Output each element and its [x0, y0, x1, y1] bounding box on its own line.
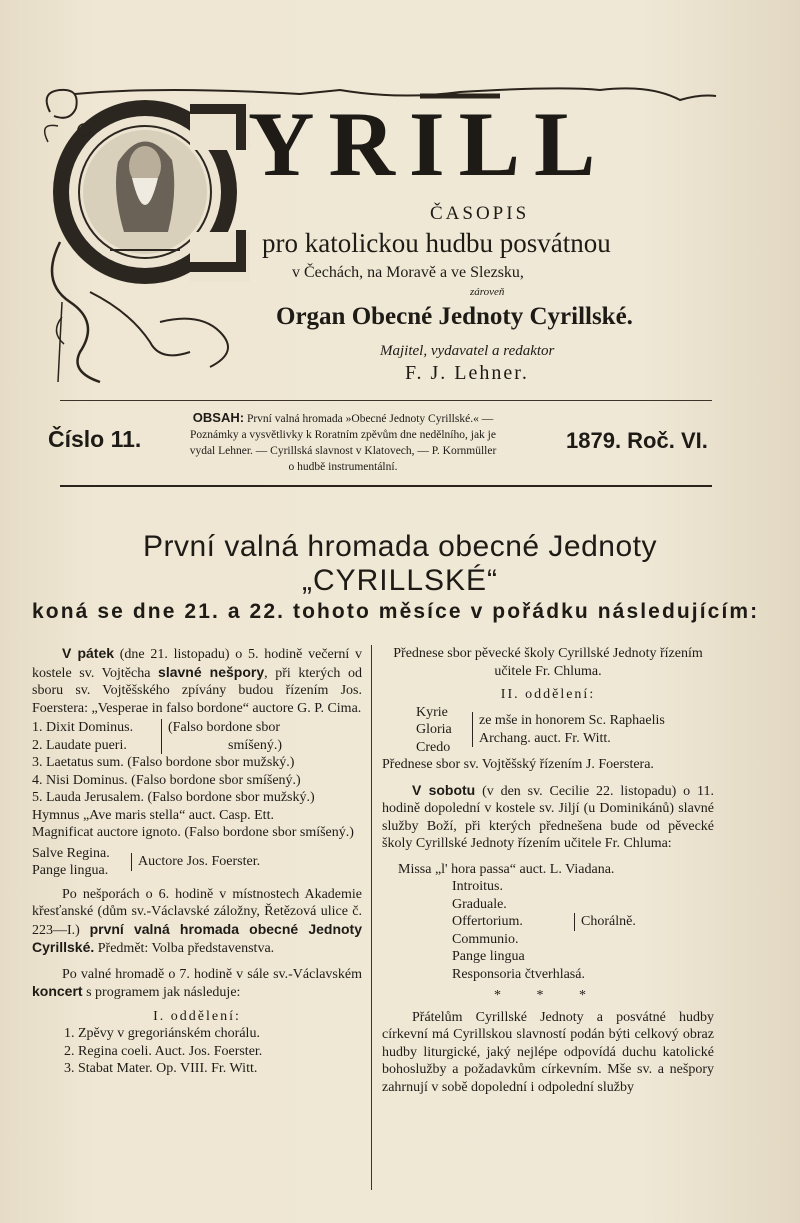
psalm-item-4: 4. Nisi Dominus. (Falso bordone sbor smíšený.) [32, 772, 301, 788]
article-title: První valná hromada obecné Jednoty [143, 530, 657, 563]
masthead-editor: F. J. Lehner. [405, 362, 529, 384]
hymnus-line: Hymnus „Ave maris stella“ auct. Casp. Ett. [32, 807, 274, 823]
masthead-title: YRILL [248, 93, 610, 195]
psalm-note-1: (Falso bordone sbor [168, 720, 280, 735]
psalm-item-1: 1. Dixit Dominus. [32, 720, 134, 735]
issue-year: 1879. Roč. VI. [566, 428, 708, 453]
masthead-organ: Organ Obecné Jednoty Cyrillské. [276, 303, 633, 330]
psalm-group [32, 719, 362, 754]
contents-line-1: První valná hromada »Obecné Jednoty Cyrillské.« — [246, 413, 494, 425]
friday-bold: slavné nešpory [158, 663, 265, 680]
missa-line: Missa „l' hora passa“ auct. L. Viadana. [398, 861, 615, 877]
section-stars: * * * [494, 988, 602, 1003]
concert-item-2: 2. Regina coeli. Auct. Jos. Foerster. [64, 1043, 263, 1059]
masthead-casopis: ČASOPIS [430, 203, 530, 224]
article-subtitle: „CYRILLSKÉ“ [301, 564, 499, 597]
contents-line-2: Poznámky a vysvětlivky k Roratním zpěvům dne nedělního, jak je [190, 429, 496, 441]
issue-number: Číslo 11. [48, 426, 142, 452]
communio-line: Communio. [452, 931, 519, 947]
masthead-owner-line: Majitel, vydavatel a redaktor [380, 343, 555, 359]
saturday-paragraph: V sobotu (v den sv. Cecilie 22. listopadu) o 11. hodině dopolední v kostele sv. Jiljí (u Dominikánů) slavné služby Boží, při kterých přednešena bude od pěvecké školy Cyrillské Jednoty řízením učitele Fr. Chluma: [382, 781, 714, 851]
graduale-line: Graduale. [452, 896, 507, 912]
pange-line: Pange lingua. [32, 863, 109, 878]
choral-note: Chorálně. [574, 913, 636, 931]
salve-note: Auctore Jos. Foerster. [131, 853, 260, 871]
masthead-subtitle: pro katolickou hudbu posvátnou [262, 228, 611, 258]
friday-text-2: , při kterých od sboru sv. Vojtěšského zpívány budou řízením Jos. Foerstera: „Vesperae in falso bordone“ auctore G. P. Cima. [32, 665, 363, 716]
salve-group [32, 845, 362, 880]
masthead-zaroven: zároveň [470, 286, 505, 298]
contents-block [128, 410, 558, 475]
right-column [382, 645, 714, 1096]
psalm-item-3: 3. Laetatus sum. (Falso bordone sbor mužský.) [32, 755, 295, 770]
friday-paragraph [32, 645, 362, 717]
gloria-line: Gloria [416, 722, 452, 737]
responsoria-line: Responsoria čtverhlasá. [452, 966, 585, 982]
section-2-heading: II. oddělení: [500, 687, 596, 702]
concert-paragraph: Po valné hromadě o 7. hodině v sále sv.-Václavském koncert s programem jak následuje: [32, 966, 362, 1000]
contents-line-3: vydal Lehner. — Cyrillská slavnost v Klatovech, — P. Kornmüller [189, 445, 497, 457]
masthead-region: v Čechách, na Moravě a ve Slezsku, [292, 264, 524, 281]
credo-line: Credo [416, 739, 451, 755]
propers-group [382, 878, 714, 966]
divider-top [60, 400, 712, 401]
mass-note: ze mše in honorem Sc. Raphaelis Archang. auct. Fr. Witt. [472, 712, 709, 747]
friday-word: V pátek [62, 645, 115, 661]
left-column [32, 645, 362, 1078]
divider-bottom [60, 485, 712, 487]
section-1-heading: I. oddělení: [153, 1008, 241, 1024]
column-divider [371, 645, 372, 1190]
after-vespers-paragraph: Po nešporách o 6. hodině v místnostech Akademie křesťanské (dům sv.-Václavské záložny, Řetězová ulice č. 223—I.) první valná hromada obecné Jednoty Cyrillské. Předmět: Volba představenstva. [32, 886, 362, 956]
concert-item-1: 1. Zpěvy v gregoriánském chorálu. [64, 1026, 260, 1041]
saint-portrait-icon [83, 130, 207, 254]
pange-lingua-line: Pange lingua [452, 949, 525, 964]
psalm-note-2: smíšený.) [228, 737, 283, 753]
friday-text: (dne 21. listopadu) o 5. hodině večerní v kostele sv. Vojtěcha [32, 647, 362, 681]
contents-label: OBSAH: [192, 410, 245, 425]
concert-item-3: 3. Stabat Mater. Op. VIII. Fr. Witt. [64, 1061, 258, 1076]
introitus-line: Introitus. [452, 879, 503, 894]
magnificat-line: Magnificat auctore ignoto. (Falso bordone sbor smíšený.) [32, 825, 354, 840]
mass-performer: Přednese sbor sv. Vojtěšský řízením J. Foerstera. [382, 757, 654, 772]
closing-paragraph: Přátelům Cyrillské Jednoty a posvátné hudby církevní má Cyrillskou slavností podán býti celkový obraz hudby liturgické, jaký nejlépe odpovídá duchu katolické bohoslužby a požadavkům církevním. Mše sv. a nešpory zahrnují v sobě dopolední i odpolední služby [382, 1009, 714, 1095]
salve-line: Salve Regina. [32, 845, 110, 861]
mass-group [416, 704, 714, 757]
intro-paragraph: Přednese sbor pěvecké školy Cyrillské Jednoty řízením učitele Fr. Chluma. [393, 646, 703, 679]
kyrie-line: Kyrie [416, 704, 448, 720]
article-lead: koná se dne 21. a 22. tohoto měsíce v pořádku následujícím: [32, 600, 760, 623]
contents-line-4: o hudbě instrumentální. [288, 461, 398, 473]
offertorium-line: Offertorium. [452, 914, 523, 929]
psalm-item-5: 5. Lauda Jerusalem. (Falso bordone sbor mužský.) [32, 790, 315, 805]
psalm-item-2: 2. Laudate pueri. [32, 737, 127, 753]
